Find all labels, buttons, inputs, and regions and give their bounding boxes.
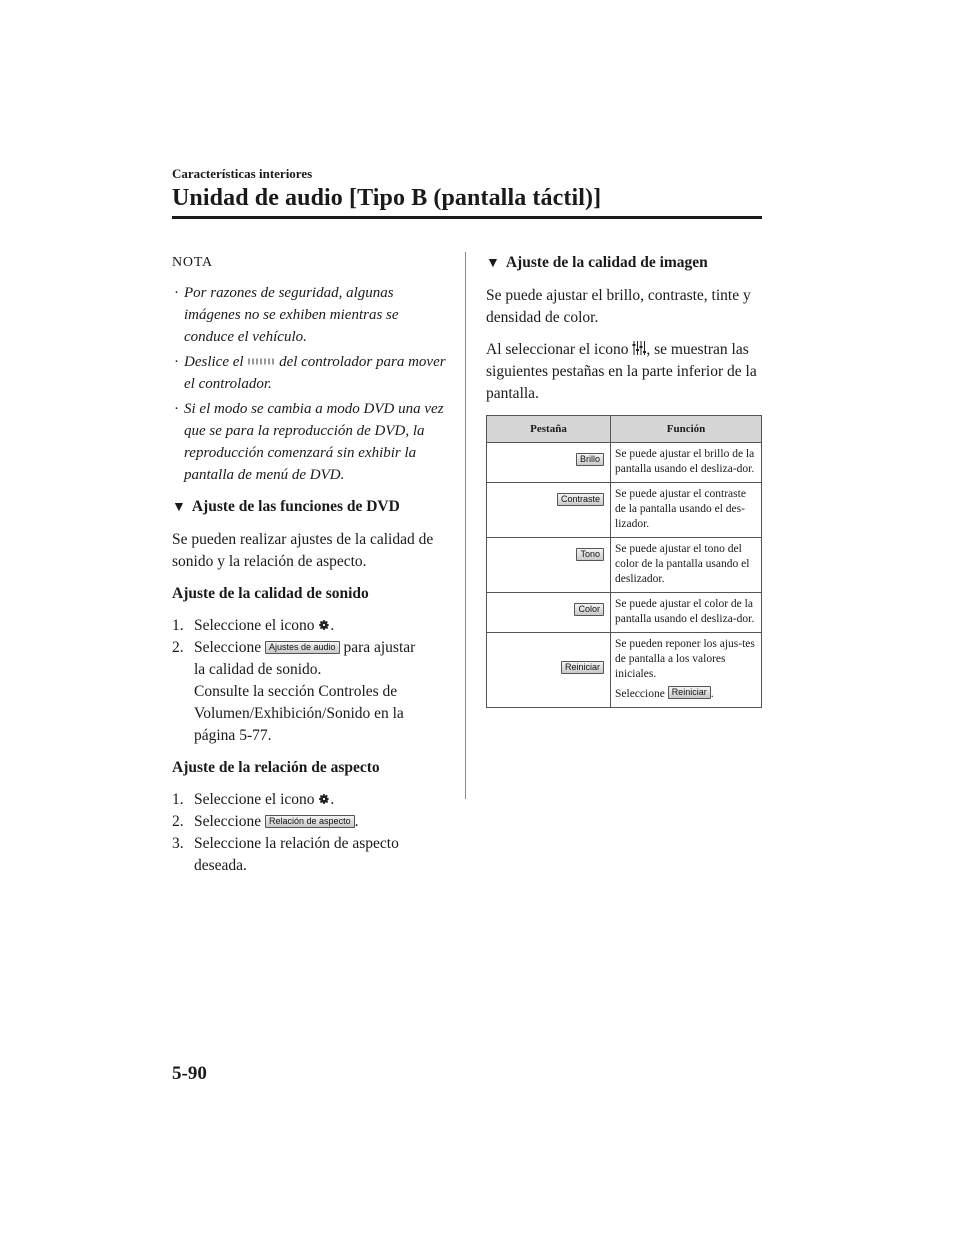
paragraph: Se pueden realizar ajustes de la calidad de sonido y la relación de aspecto. bbox=[172, 531, 434, 570]
tone-tab-button[interactable]: Tono bbox=[576, 548, 604, 561]
step-list bbox=[172, 615, 448, 747]
function-cell bbox=[611, 633, 762, 708]
tab-cell bbox=[487, 633, 611, 708]
page-number: 5-90 bbox=[172, 1063, 207, 1084]
step-text: . bbox=[354, 813, 359, 830]
note-text: del controlador para mover el controlador. bbox=[184, 354, 446, 392]
reset-tab-button[interactable]: Reiniciar bbox=[561, 661, 604, 674]
brightness-tab-button[interactable]: Brillo bbox=[576, 453, 604, 466]
reset-button[interactable]: Reiniciar bbox=[668, 686, 711, 699]
right-column bbox=[486, 252, 762, 708]
column-header: Pestaña bbox=[487, 416, 611, 443]
function-text: Seleccione bbox=[615, 688, 665, 700]
gear-icon bbox=[318, 619, 330, 631]
note-heading: NOTA bbox=[172, 255, 213, 270]
note-item bbox=[172, 282, 448, 348]
title-rule bbox=[172, 216, 762, 219]
contrast-tab-button[interactable]: Contraste bbox=[557, 493, 604, 506]
heading-text: Ajuste de la calidad de imagen bbox=[505, 254, 708, 271]
triangle-down-icon: ▼ bbox=[486, 256, 500, 271]
step-text: la calidad de sonido. bbox=[194, 661, 322, 678]
tab-cell bbox=[487, 593, 611, 633]
step-text: Seleccione la relación de aspecto deseada. bbox=[194, 835, 399, 874]
step-text: Seleccione bbox=[194, 813, 262, 830]
table-row bbox=[487, 538, 762, 593]
function-cell: Se puede ajustar el brillo de la pantalla usando el desliza-dor. bbox=[611, 443, 762, 483]
step-number: 3. bbox=[172, 835, 184, 852]
section-heading bbox=[486, 252, 762, 275]
paragraph-text: , se muestran las siguientes pestañas en la parte inferior de la pantalla. bbox=[486, 341, 757, 402]
step-text: . bbox=[330, 791, 335, 808]
bullet: · bbox=[174, 354, 179, 370]
step bbox=[172, 833, 448, 877]
paragraph: Se puede ajustar el brillo, contraste, tinte y densidad de color. bbox=[486, 287, 751, 326]
bullet: · bbox=[174, 285, 179, 301]
tab-cell bbox=[487, 483, 611, 538]
step bbox=[172, 789, 448, 811]
bullet: · bbox=[174, 401, 179, 417]
step-text: Seleccione bbox=[194, 639, 262, 656]
heading-text: Ajuste de las funciones de DVD bbox=[191, 498, 400, 515]
audio-settings-button[interactable]: Ajustes de audio bbox=[265, 641, 340, 654]
commander-dial-icon bbox=[247, 358, 275, 365]
step-number: 1. bbox=[172, 617, 184, 634]
function-text: . bbox=[710, 688, 714, 700]
color-tab-button[interactable]: Color bbox=[574, 603, 604, 616]
step-number: 1. bbox=[172, 791, 184, 808]
paragraph-text: Al seleccionar el icono bbox=[486, 341, 629, 358]
function-text-line bbox=[615, 686, 757, 702]
step-text: Consulte la sección Controles de Volumen/Exhibición/Sonido en la página 5-77. bbox=[194, 683, 404, 744]
note-item bbox=[172, 351, 448, 395]
section-heading bbox=[172, 496, 448, 519]
note-text: Deslice el bbox=[184, 354, 244, 370]
column-header: Función bbox=[611, 416, 762, 443]
function-text: Se pueden reponer los ajus-tes de pantalla a los valores iniciales. bbox=[615, 638, 755, 680]
step-text: para ajustar bbox=[343, 639, 416, 656]
function-table bbox=[486, 415, 762, 708]
subheading: Ajuste de la relación de aspecto bbox=[172, 759, 380, 776]
aspect-ratio-button[interactable]: Relación de aspecto bbox=[265, 815, 355, 828]
gear-icon bbox=[318, 793, 330, 805]
table-row bbox=[487, 483, 762, 538]
step-text: . bbox=[330, 617, 335, 634]
section-label: Características interiores bbox=[172, 166, 313, 181]
note-text: Por razones de seguridad, algunas imágenes no se exhiben mientras se conduce el vehículo. bbox=[184, 285, 399, 345]
table-header-row bbox=[487, 416, 762, 443]
table-row bbox=[487, 593, 762, 633]
note-text: Si el modo se cambia a modo DVD una vez que se para la reproducción de DVD, la reproducción comenzará sin exhibir la pantalla de menú de DVD. bbox=[184, 401, 444, 483]
slider-adjust-icon bbox=[632, 340, 646, 356]
function-cell: Se puede ajustar el contraste de la pantalla usando el des-lizador. bbox=[611, 483, 762, 538]
column-divider bbox=[465, 252, 466, 799]
table-row bbox=[487, 443, 762, 483]
step-list bbox=[172, 789, 448, 877]
tab-cell bbox=[487, 538, 611, 593]
step bbox=[172, 615, 448, 637]
step bbox=[172, 811, 448, 833]
step-text: Seleccione el icono bbox=[194, 617, 315, 634]
table-row bbox=[487, 633, 762, 708]
function-cell: Se puede ajustar el tono del color de la pantalla usando el deslizador. bbox=[611, 538, 762, 593]
step bbox=[172, 637, 448, 747]
note-item bbox=[172, 398, 448, 486]
step-number: 2. bbox=[172, 813, 184, 830]
subheading: Ajuste de la calidad de sonido bbox=[172, 585, 369, 602]
paragraph bbox=[486, 339, 762, 405]
step-number: 2. bbox=[172, 639, 184, 656]
triangle-down-icon: ▼ bbox=[172, 500, 186, 515]
left-column bbox=[172, 252, 448, 887]
step-text: Seleccione el icono bbox=[194, 791, 315, 808]
page-title: Unidad de audio [Tipo B (pantalla táctil)] bbox=[172, 185, 602, 211]
tab-cell bbox=[487, 443, 611, 483]
function-cell: Se puede ajustar el color de la pantalla usando el desliza-dor. bbox=[611, 593, 762, 633]
